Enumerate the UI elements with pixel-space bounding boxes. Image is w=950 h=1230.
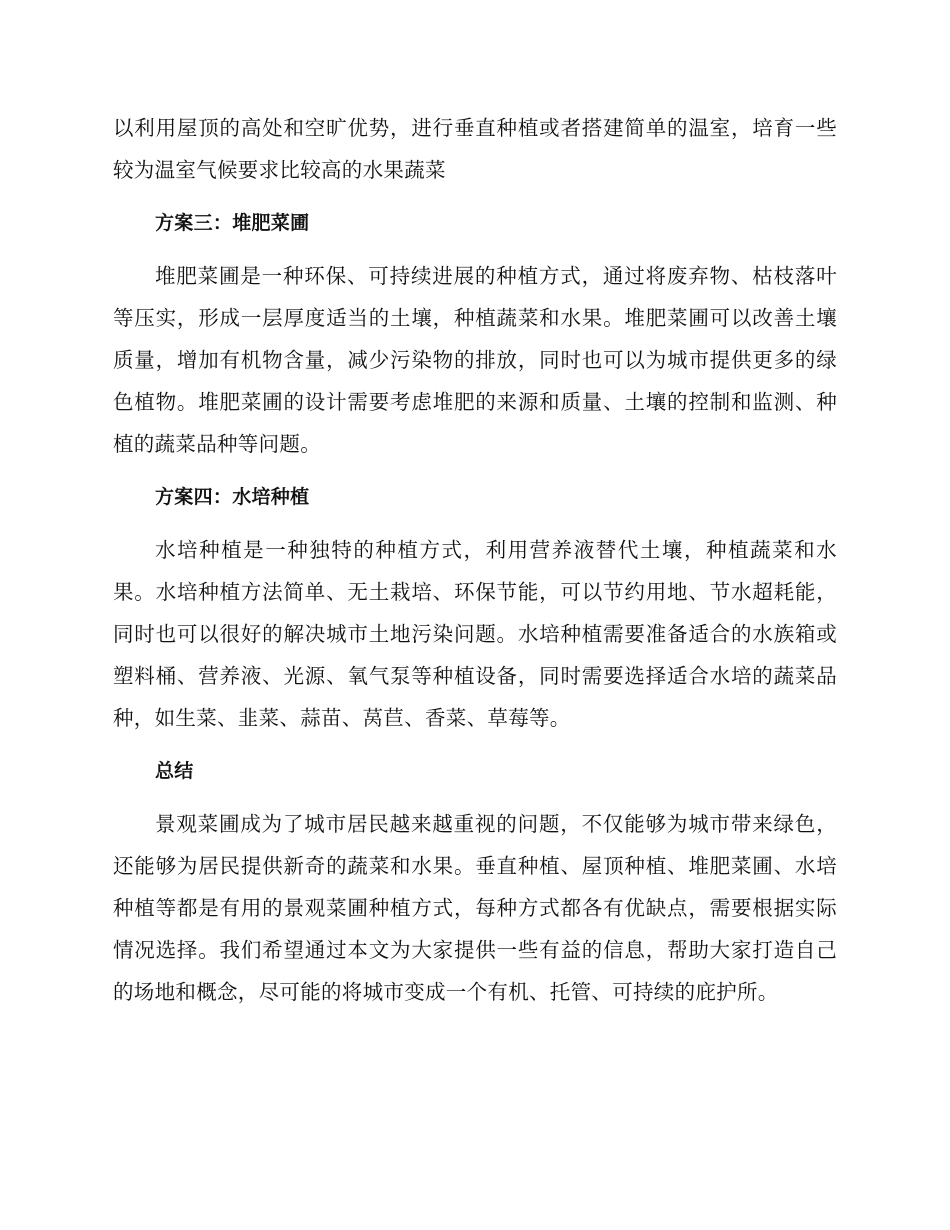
document-page bbox=[113, 107, 837, 1013]
section-body-plan-three: 堆肥菜圃是一种环保、可持续进展的种植方式，通过将废弃物、枯枝落叶等压实，形成一层厚度适当的土壤，种植蔬菜和水果。堆肥菜圃可以改善土壤质量，增加有机物含量，减少污染物的排放，同时也可以为城市提供更多的绿色植物。堆肥菜圃的设计需要考虑堆肥的来源和质量、土壤的控制和监测、种植的蔬菜品种等问题。 bbox=[113, 264, 837, 456]
section-heading-plan-three: 方案三：堆肥菜圃 bbox=[155, 212, 310, 234]
section-body-summary: 景观菜圃成为了城市居民越来越重视的问题，不仅能够为城市带来绿色，还能够为居民提供新奇的蔬菜和水果。垂直种植、屋顶种植、堆肥菜圃、水培种植等都是有用的景观菜圃种植方式，每种方式都各有优缺点，需要根据实际情况选择。我们希望通过本文为大家提供一些有益的信息，帮助大家打造自己的场地和概念，尽可能的将城市变成一个有机、托管、可持续的庇护所。 bbox=[113, 812, 837, 1004]
section-body-plan-four: 水培种植是一种独特的种植方式，利用营养液替代土壤，种植蔬菜和水果。水培种植方法简单、无土栽培、环保节能，可以节约用地、节水超耗能，同时也可以很好的解决城市土地污染问题。水培种植需要准备适合的水族箱或塑料桶、营养液、光源、氧气泵等种植设备，同时需要选择适合水培的蔬菜品种，如生菜、韭菜、蒜苗、莴苣、香菜、草莓等。 bbox=[113, 538, 837, 730]
section-heading-summary: 总结 bbox=[155, 760, 194, 782]
section-plan-four bbox=[113, 477, 837, 739]
intro-continuation-paragraph: 以利用屋顶的高处和空旷优势，进行垂直种植或者搭建简单的温室，培育一些较为温室气候要求比较高的水果蔬菜 bbox=[113, 116, 837, 182]
section-heading-plan-four: 方案四：水培种植 bbox=[155, 486, 310, 508]
section-summary bbox=[113, 751, 837, 1013]
section-plan-three bbox=[113, 203, 837, 465]
